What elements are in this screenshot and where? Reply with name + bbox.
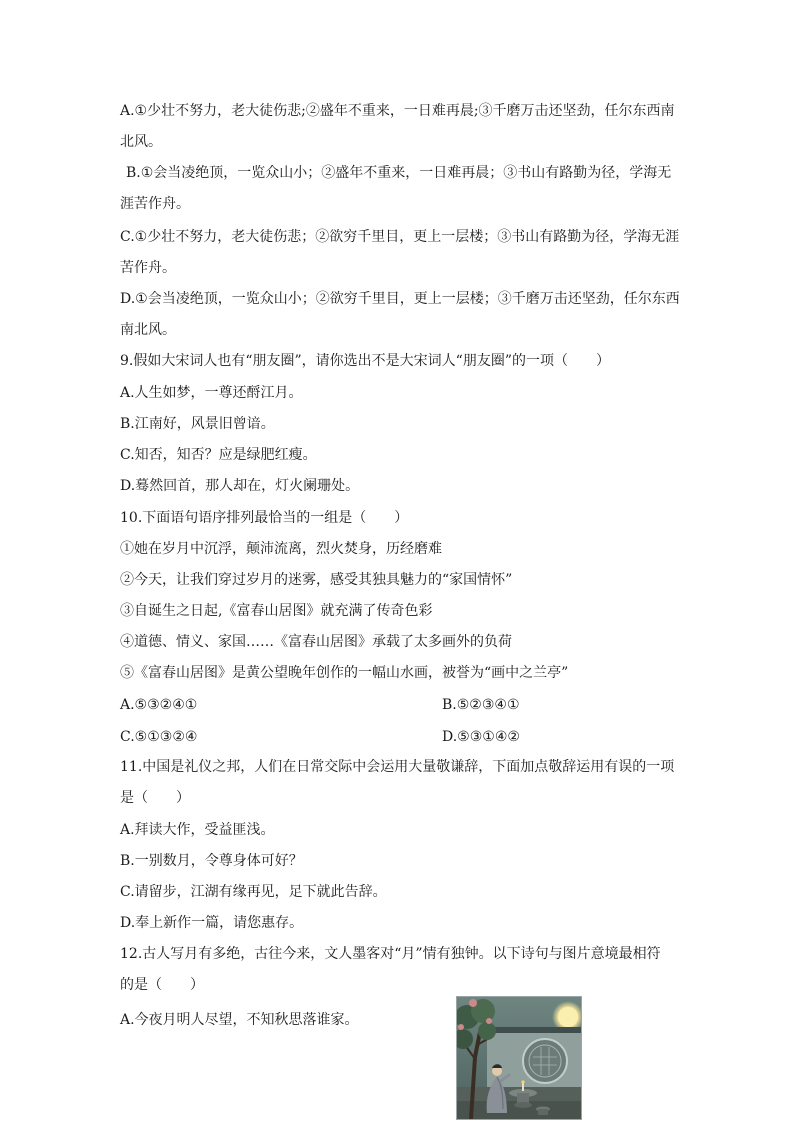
q10-option-c: C.⑤①③②④ (120, 729, 198, 745)
q8-option-a-line1: A.①少壮不努力，老大徒伤悲;②盛年不重来，一日难再晨;③千磨万击还坚劲，任尔东西南 (120, 103, 675, 119)
q8-option-c-line1: C.①少壮不努力，老大徒伤悲；②欲穷千里目，更上一层楼；③书山有路勤为径，学海无涯 (120, 229, 680, 245)
q11-option-a: A.拜读大作，受益匪浅。 (120, 822, 275, 838)
q10-sentence-3: ③自诞生之日起,《富春山居图》就充满了传奇色彩 (120, 603, 433, 619)
q10-sentence-4: ④道德、情义、家国……《富春山居图》承载了太多画外的负荷 (120, 634, 512, 650)
q10-sentence-5: ⑤《富春山居图》是黄公望晚年创作的一幅山水画，被誉为“画中之兰亭” (120, 665, 569, 681)
q11-option-b: B.一别数月，令尊身体可好？ (120, 853, 303, 869)
q12-option-a: A.今夜月明人尽望，不知秋思落谁家。 (120, 1012, 359, 1028)
q11-stem-line1: 11.中国是礼仪之邦，人们在日常交际中会运用大量敬谦辞，下面加点敬辞运用有误的一项 (120, 759, 675, 775)
q10-option-b: B.⑤②③④① (442, 697, 520, 713)
q10-option-a: A.⑤③②④① (120, 697, 198, 713)
full-moon (558, 1007, 578, 1027)
q9-option-b: B.江南好，风景旧曾谙。 (120, 416, 275, 432)
moon-scholar-illustration-svg (457, 997, 581, 1119)
q11-option-d: D.奉上新作一篇，请您惠存。 (120, 915, 304, 931)
q10-sentence-2: ②今天，让我们穿过岁月的迷雾，感受其独具魅力的“家国情怀” (120, 572, 513, 588)
q8-option-d-line2: 南北风。 (120, 322, 176, 338)
q8-option-b-line2: 涯苦作舟。 (120, 196, 190, 212)
q8-option-d-line1: D.①会当凌绝顶，一览众山小；②欲穷千里目，更上一层楼；③千磨万击还坚劲，任尔东西 (120, 291, 680, 307)
q10-stem: 10.下面语句语序排列最恰当的一组是（ ） (120, 510, 409, 526)
q9-stem: 9.假如大宋词人也有“朋友圈”，请你选出不是大宋词人“朋友圈”的一项（ ） (120, 353, 610, 369)
q9-option-d: D.蓦然回首，那人却在，灯火阑珊处。 (120, 478, 360, 494)
moon-scholar-illustration (456, 996, 582, 1120)
q11-stem-line2: 是（ ） (120, 790, 190, 806)
q8-option-b-line1: B.①会当凌绝顶，一览众山小；②盛年不重来，一日难再晨；③书山有路勤为径，学海无 (126, 165, 672, 181)
q9-option-a: A.人生如梦，一尊还酹江月。 (120, 385, 303, 401)
q8-option-c-line2: 苦作舟。 (120, 260, 176, 276)
q11-option-c: C.请留步，江湖有缘再见，足下就此告辞。 (120, 884, 387, 900)
q9-option-c: C.知否，知否？应是绿肥红瘦。 (120, 447, 317, 463)
q8-option-a-line2: 北风。 (120, 134, 162, 150)
moon-gate (523, 1039, 567, 1083)
q10-sentence-1: ①她在岁月中沉浮，颠沛流离，烈火焚身，历经磨难 (120, 541, 442, 557)
q12-stem-line1: 12.古人写月有多绝，古往今来，文人墨客对“月”情有独钟。以下诗句与图片意境最相符 (120, 946, 661, 962)
q10-option-d: D.⑤③①④② (442, 729, 520, 745)
q12-stem-line2: 的是（ ） (120, 977, 204, 993)
